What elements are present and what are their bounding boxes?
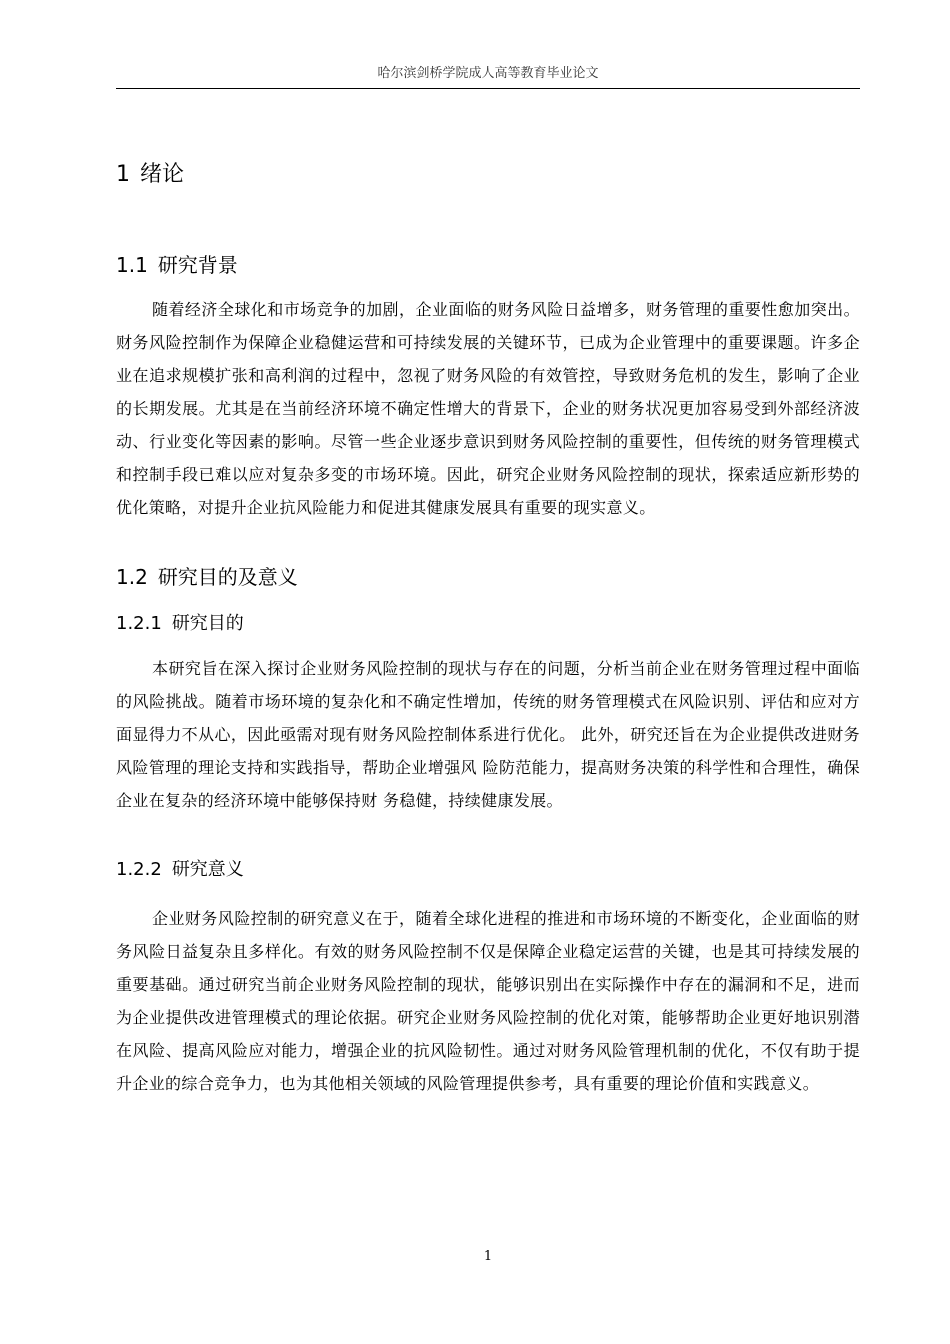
section-title: 研究背景 — [157, 253, 238, 277]
page-header: 哈尔滨剑桥学院成人高等教育毕业论文 — [377, 66, 599, 81]
paragraph-purpose: 本研究旨在深入探讨企业财务风险控制的现状与存在的问题，分析当前企业在财务管理过程中面临的风险挑战。随着市场环境的复杂化和不确定性增加，传统的财务管理模式在风险识别、评估和应对方面显得力不从心，因此亟需对现有财务风险控制体系进行优化。 此外，研究还旨在为企业提供改进财务风险管理的理论支持和实践指导，帮助企业增强风 险防范能力，提高财务决策的科学性和合理性，确保企业在复杂的经济环境中能够保持财 务稳健，持续健康发展。 — [116, 659, 860, 810]
section-number: 1.1 — [116, 253, 148, 277]
section-number: 1.2 — [116, 565, 148, 589]
chapter-number: 1 — [116, 162, 130, 187]
page-number: 1 — [483, 1249, 493, 1264]
subsection-number: 1.2.1 — [116, 613, 162, 634]
paragraph-significance: 企业财务风险控制的研究意义在于，随着全球化进程的推进和市场环境的不断变化，企业面临的财务风险日益复杂且多样化。有效的财务风险控制不仅是保障企业稳定运营的关键，也是其可持续发展的重要基础。通过研究当前企业财务风险控制的现状，能够识别出在实际操作中存在的漏洞和不足，进而为企业提供改进管理模式的理论依据。研究企业财务风险控制的优化对策，能够帮助企业更好地识别潜在风险、提高风险应对能力，增强企业的抗风险韧性。通过对财务风险管理机制的优化，不仅有助于提升企业的综合竞争力，也为其他相关领域的风险管理提供参考，具有重要的理论价值和实践意义。 — [116, 909, 860, 1093]
chapter-heading — [116, 160, 184, 190]
section-heading-purpose-significance — [116, 563, 298, 591]
subsection-number: 1.2.2 — [116, 859, 162, 880]
subsection-heading-purpose — [116, 611, 244, 637]
subsection-title: 研究意义 — [171, 859, 244, 880]
subsection-heading-significance — [116, 857, 244, 883]
paragraph-background: 随着经济全球化和市场竞争的加剧，企业面临的财务风险日益增多，财务管理的重要性愈加突出。财务风险控制作为保障企业稳健运营和可持续发展的关键环节，已成为企业管理中的重要课题。许多企业在追求规模扩张和高利润的过程中，忽视了财务风险的有效管控，导致财务危机的发生，影响了企业的长期发展。尤其是在当前经济环境不确定性增大的背景下，企业的财务状况更加容易受到外部经济波动、行业变化等因素的影响。尽管一些企业逐步意识到财务风险控制的重要性，但传统的财务管理模式和控制手段已难以应对复杂多变的市场环境。因此，研究企业财务风险控制的现状，探索适应新形势的优化策略，对提升企业抗风险能力和促进其健康发展具有重要的现实意义。 — [116, 300, 860, 517]
section-heading-background — [116, 251, 238, 279]
subsection-title: 研究目的 — [171, 613, 244, 634]
section-title: 研究目的及意义 — [157, 565, 298, 589]
chapter-title: 绪论 — [140, 162, 185, 187]
header-rule — [116, 88, 860, 89]
